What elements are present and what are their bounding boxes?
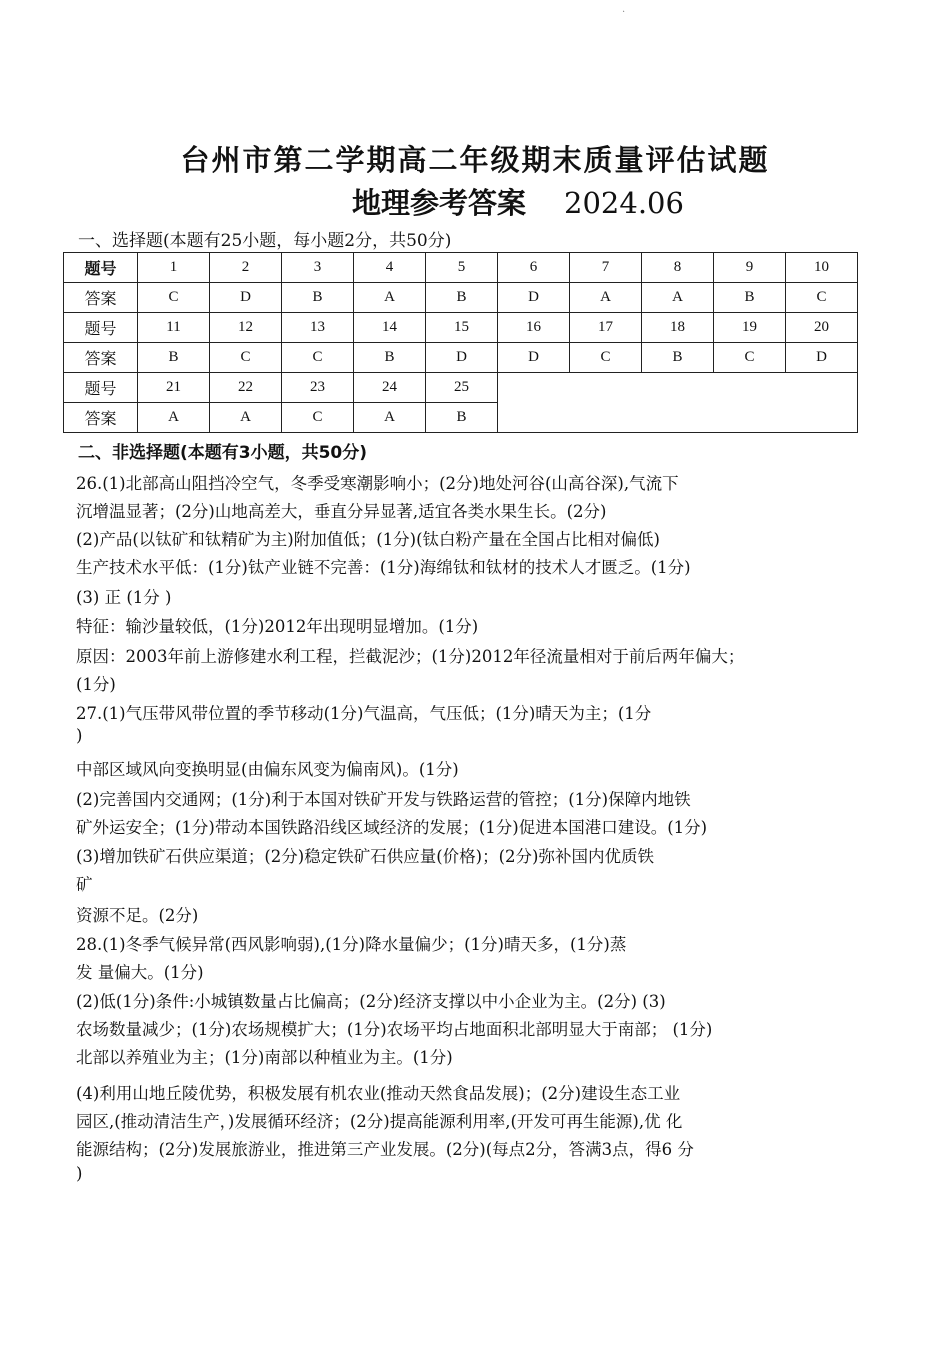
- row-label-question: 题号: [64, 253, 138, 283]
- answer-line: 矿外运安全；(1分)带动本国铁路沿线区域经济的发展；(1分)促进本国港口建设。(1分): [76, 818, 708, 837]
- document-title: 台州市第二学期高二年级期末质量评估试题: [180, 143, 770, 177]
- answer-cell: C: [714, 343, 786, 373]
- answer-line: (1分): [76, 675, 116, 694]
- question-number-cell: 19: [714, 313, 786, 343]
- section1-heading: 一、选择题(本题有25小题，每小题2分，共50分): [78, 231, 452, 251]
- question-number-row: [64, 253, 858, 283]
- question-number-cell: 25: [426, 373, 498, 403]
- row-label-answer: 答案: [64, 283, 138, 313]
- row-label-answer: 答案: [64, 403, 138, 433]
- question-number-cell: 15: [426, 313, 498, 343]
- question-number-cell: 9: [714, 253, 786, 283]
- question-number-cell: 2: [210, 253, 282, 283]
- answer-line: 北部以养殖业为主；(1分)南部以种植业为主。(1分): [76, 1048, 453, 1067]
- question-number-cell: 10: [786, 253, 858, 283]
- answer-line: 农场数量减少；(1分)农场规模扩大；(1分)农场平均占地面积北部明显大于南部； (1分): [76, 1020, 713, 1039]
- question-number-cell: 5: [426, 253, 498, 283]
- answer-line: ): [76, 726, 83, 745]
- answer-cell: B: [714, 283, 786, 313]
- question-number-cell: 4: [354, 253, 426, 283]
- question-number-row: [64, 313, 858, 343]
- question-number-cell: 14: [354, 313, 426, 343]
- empty-cell: [498, 373, 858, 433]
- answer-line: 中部区域风向变换明显(由偏东风变为偏南风)。(1分): [76, 760, 459, 779]
- answer-line: 能源结构；(2分)发展旅游业，推进第三产业发展。(2分)(每点2分，答满3点，得6 分: [76, 1140, 694, 1159]
- answer-cell: A: [354, 403, 426, 433]
- answer-cell: A: [642, 283, 714, 313]
- answer-line: 矿: [76, 875, 93, 894]
- answer-cell: A: [354, 283, 426, 313]
- question-number-cell: 7: [570, 253, 642, 283]
- answer-cell: A: [138, 403, 210, 433]
- answer-line: 27.(1)气压带风带位置的季节移动(1分)气温高，气压低；(1分)晴天为主；(1分: [76, 704, 652, 723]
- subtitle-text: 地理参考答案: [352, 186, 527, 220]
- answer-cell: B: [354, 343, 426, 373]
- answer-line: (2)低(1分)条件:小城镇数量占比偏高；(2分)经济支撑以中小企业为主。(2分) (3): [76, 992, 666, 1011]
- answer-line: ): [76, 1164, 83, 1183]
- answer-line: (2)产品(以钛矿和钛精矿为主)附加值低；(1分)(钛白粉产量在全国占比相对偏低): [76, 530, 660, 549]
- question-number-cell: 6: [498, 253, 570, 283]
- answer-line: 26.(1)北部高山阻挡冷空气，冬季受寒潮影响小；(2分)地处河谷(山高谷深),气流下: [76, 474, 679, 493]
- question-number-cell: 23: [282, 373, 354, 403]
- answer-cell: D: [786, 343, 858, 373]
- answer-line: (3)增加铁矿石供应渠道；(2分)稳定铁矿石供应量(价格)；(2分)弥补国内优质铁: [76, 847, 654, 866]
- answer-line: (3) 正 (1分 ): [76, 588, 172, 607]
- question-number-cell: 11: [138, 313, 210, 343]
- answer-line: (4)利用山地丘陵优势，积极发展有机农业(推动天然食品发展)；(2分)建设生态工业: [76, 1084, 681, 1103]
- answer-cell: B: [138, 343, 210, 373]
- answer-line: 生产技术水平低：(1分)钛产业链不完善：(1分)海绵钛和钛材的技术人才匮乏。(1分): [76, 558, 691, 577]
- question-number-cell: 3: [282, 253, 354, 283]
- row-label-question: 题号: [64, 373, 138, 403]
- answer-cell: A: [570, 283, 642, 313]
- answer-cell: B: [426, 283, 498, 313]
- answer-table: [63, 252, 858, 433]
- answer-line: 资源不足。(2分): [76, 906, 199, 925]
- row-label-answer: 答案: [64, 343, 138, 373]
- answer-cell: C: [138, 283, 210, 313]
- question-number-cell: 18: [642, 313, 714, 343]
- answer-cell: B: [642, 343, 714, 373]
- section2-heading: 二、非选择题(本题有3小题，共50分): [78, 443, 368, 463]
- answer-cell: B: [282, 283, 354, 313]
- page-dot: .: [622, 4, 626, 15]
- answer-line: 特征：输沙量较低，(1分)2012年出现明显增加。(1分): [76, 617, 479, 636]
- question-number-cell: 12: [210, 313, 282, 343]
- answer-line: 28.(1)冬季气候异常(西风影响弱),(1分)降水量偏少；(1分)晴天多，(1分)蒸: [76, 935, 627, 954]
- answer-line: 发 量偏大。(1分): [76, 963, 204, 982]
- answer-cell: C: [282, 403, 354, 433]
- document-subtitle: [352, 181, 684, 222]
- question-number-cell: 22: [210, 373, 282, 403]
- answer-line: 原因：2003年前上游修建水利工程，拦截泥沙；(1分)2012年径流量相对于前后两年偏大；: [76, 647, 745, 666]
- answer-cell: D: [426, 343, 498, 373]
- question-number-cell: 13: [282, 313, 354, 343]
- answer-cell: C: [570, 343, 642, 373]
- answer-line: 园区,(推动清洁生产，)发展循环经济；(2分)提高能源利用率,(开发可再生能源),优 化: [76, 1112, 683, 1131]
- answer-line: (2)完善国内交通网；(1分)利于本国对铁矿开发与铁路运营的管控；(1分)保障内地铁: [76, 790, 691, 809]
- question-number-cell: 1: [138, 253, 210, 283]
- question-number-cell: 20: [786, 313, 858, 343]
- answer-cell: C: [786, 283, 858, 313]
- question-number-cell: 24: [354, 373, 426, 403]
- answer-cell: A: [210, 403, 282, 433]
- answer-cell: C: [210, 343, 282, 373]
- exam-date: 2024.06: [564, 186, 684, 220]
- question-number-cell: 16: [498, 313, 570, 343]
- row-label-question: 题号: [64, 313, 138, 343]
- answer-row: [64, 343, 858, 373]
- answer-cell: B: [426, 403, 498, 433]
- answer-cell: D: [498, 343, 570, 373]
- question-number-cell: 8: [642, 253, 714, 283]
- answer-cell: D: [210, 283, 282, 313]
- answer-cell: D: [498, 283, 570, 313]
- answer-line: 沉增温显著；(2分)山地高差大，垂直分异显著,适宜各类水果生长。(2分): [76, 502, 607, 521]
- answer-row: [64, 283, 858, 313]
- question-number-row: [64, 373, 858, 403]
- answer-cell: C: [282, 343, 354, 373]
- question-number-cell: 21: [138, 373, 210, 403]
- question-number-cell: 17: [570, 313, 642, 343]
